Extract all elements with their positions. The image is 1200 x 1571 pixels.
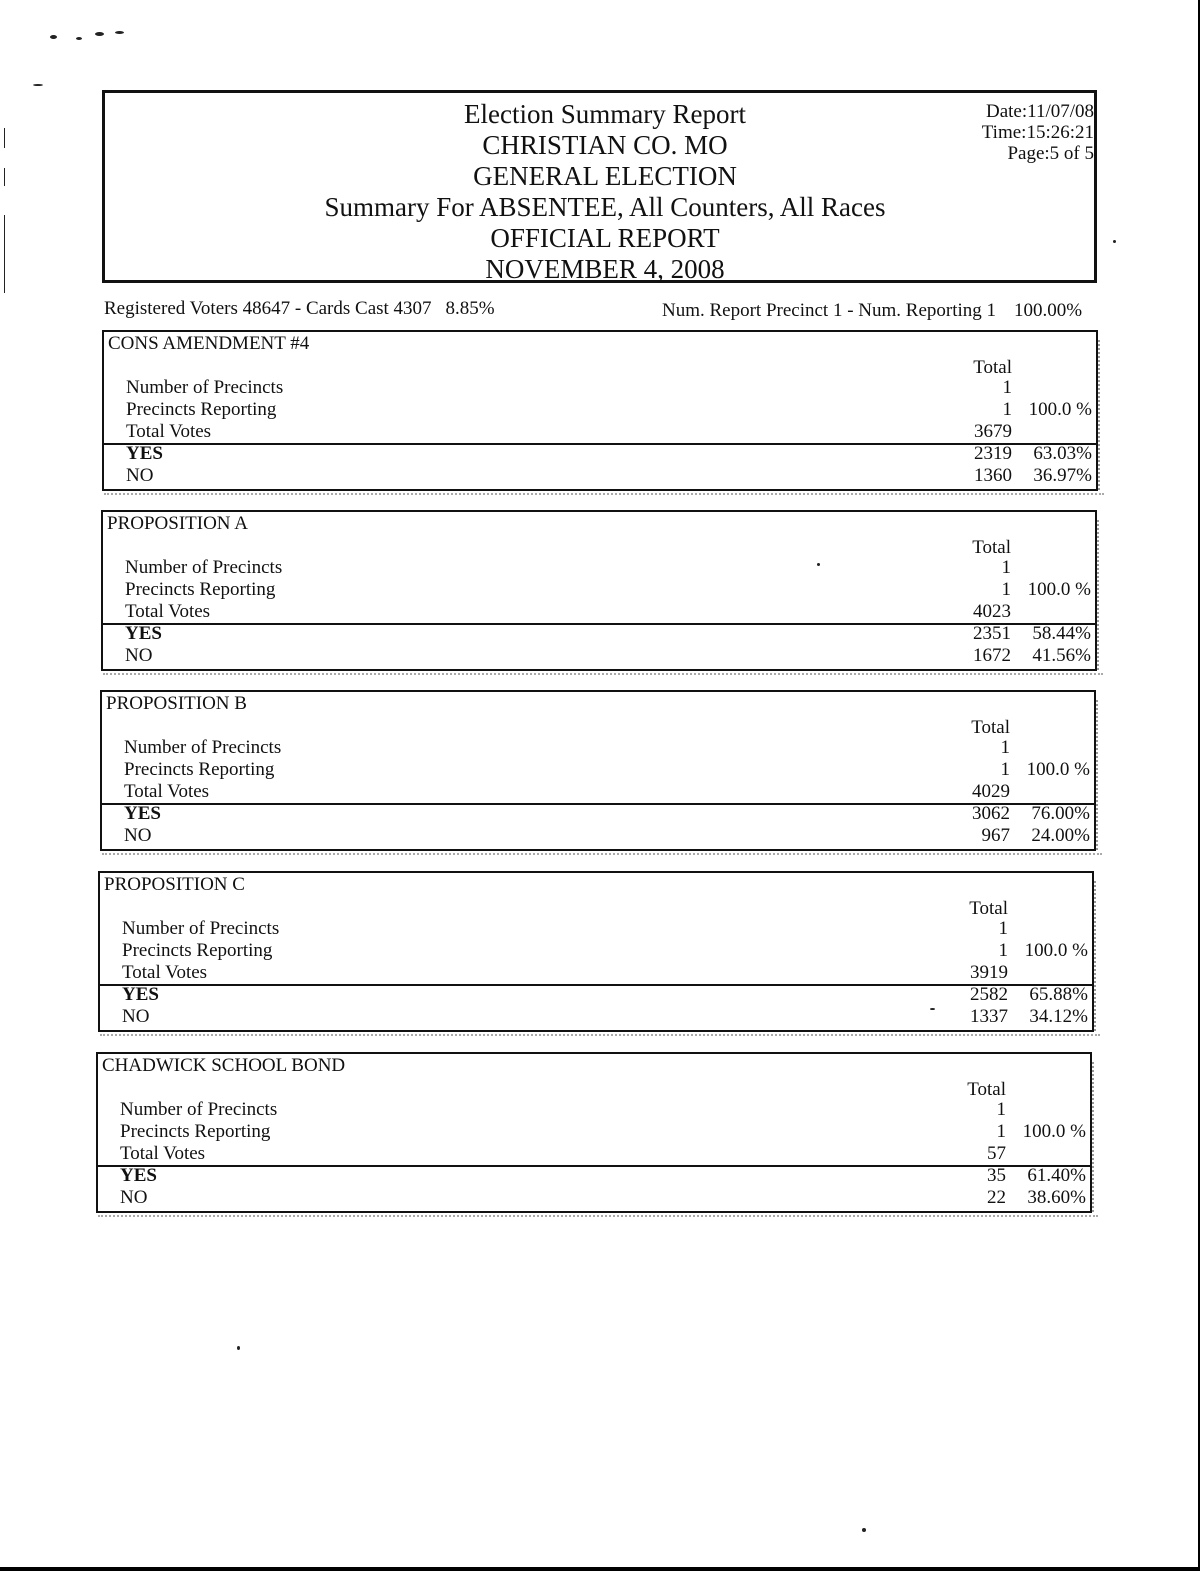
choice-votes: 1337 (970, 1006, 1008, 1027)
choice-votes: 1672 (973, 645, 1011, 666)
scan-speck (1113, 240, 1116, 243)
row-label: Total Votes (124, 781, 210, 802)
summary-scope: Summary For ABSENTEE, All Counters, All Races (324, 192, 886, 222)
turnout-pct: 8.85% (445, 298, 495, 319)
race-box-cons-amendment-4 (102, 330, 1098, 491)
total-votes-row (102, 781, 1098, 803)
precincts-reporting-row (98, 1121, 1094, 1143)
row-value: 1 (998, 940, 1008, 961)
total-votes-row (98, 1143, 1094, 1165)
margin-mark (4, 168, 5, 186)
choice-pct: 65.88% (1029, 984, 1088, 1005)
choice-votes: 22 (987, 1187, 1006, 1208)
row-label: Number of Precincts (124, 737, 282, 758)
scan-noise (1098, 340, 1108, 490)
scan-noise (104, 493, 1104, 499)
row-value: 1 (996, 1121, 1006, 1142)
total-column-header: Total (967, 1079, 1006, 1100)
row-value: 1 (1001, 579, 1011, 600)
number-of-precincts-row (103, 557, 1099, 579)
scan-noise (1094, 881, 1104, 1031)
row-value: 57 (987, 1143, 1006, 1164)
precinct-reporting-text: Num. Report Precinct 1 - Num. Reporting 1 (662, 300, 997, 321)
row-pct: 100.0 % (1026, 759, 1090, 780)
scan-noise (100, 1034, 1100, 1040)
total-votes-row (100, 962, 1096, 984)
number-of-precincts-row (104, 377, 1100, 399)
race-box-proposition-a (101, 510, 1097, 671)
choice-votes: 2351 (973, 623, 1011, 644)
yes-row (98, 1165, 1094, 1187)
scan-speck (95, 32, 104, 36)
margin-mark (4, 215, 5, 293)
choice-votes: 35 (987, 1165, 1006, 1186)
scan-noise (103, 673, 1103, 679)
choice-label: YES (125, 623, 162, 644)
margin-mark (4, 128, 5, 148)
choice-votes: 2319 (974, 443, 1012, 464)
report-status: OFFICIAL REPORT (490, 223, 720, 253)
scan-noise (1097, 520, 1107, 670)
report-time: Time:15:26:21 (981, 122, 1094, 143)
registered-voters-text: Registered Voters 48647 - Cards Cast 4307 (104, 298, 432, 319)
row-label: Precincts Reporting (120, 1121, 271, 1142)
precincts-reporting-row (100, 940, 1096, 962)
no-row (102, 825, 1098, 847)
row-value: 3679 (974, 421, 1012, 442)
scan-speck (115, 31, 124, 34)
row-value: 4023 (973, 601, 1011, 622)
choice-label: YES (126, 443, 163, 464)
row-label: Precincts Reporting (124, 759, 275, 780)
row-label: Number of Precincts (126, 377, 284, 398)
total-votes-row (103, 601, 1099, 623)
scan-noise (98, 1215, 1098, 1221)
report-title: Election Summary Report (464, 99, 746, 129)
row-value: 1 (1000, 759, 1010, 780)
race-box-proposition-c (98, 871, 1094, 1032)
number-of-precincts-row (102, 737, 1098, 759)
race-title: PROPOSITION A (107, 513, 248, 534)
scan-noise (1096, 700, 1106, 850)
row-value: 1 (1001, 557, 1011, 578)
row-value: 3919 (970, 962, 1008, 983)
report-header (102, 90, 1097, 283)
choice-label: NO (122, 1006, 150, 1027)
precinct-reporting-summary (662, 300, 1082, 322)
report-title-block (105, 99, 1105, 285)
no-row (98, 1187, 1094, 1209)
scan-noise (102, 853, 1102, 859)
election-name: GENERAL ELECTION (473, 161, 737, 191)
report-date: Date:11/07/08 (986, 101, 1094, 122)
choice-label: YES (120, 1165, 157, 1186)
row-value: 1 (1002, 377, 1012, 398)
row-value: 1 (996, 1099, 1006, 1120)
yes-row (100, 984, 1096, 1006)
choice-label: YES (122, 984, 159, 1005)
scan-speck (33, 84, 43, 86)
number-of-precincts-row (98, 1099, 1094, 1121)
row-value: 1 (1000, 737, 1010, 758)
row-value: 1 (998, 918, 1008, 939)
total-column-header: Total (973, 357, 1012, 378)
choice-label: NO (124, 825, 152, 846)
registered-voters-summary (104, 298, 495, 320)
total-votes-row (104, 421, 1100, 443)
choice-pct: 24.00% (1031, 825, 1090, 846)
row-pct: 100.0 % (1028, 399, 1092, 420)
choice-pct: 58.44% (1032, 623, 1091, 644)
row-label: Precincts Reporting (122, 940, 273, 961)
race-title: CONS AMENDMENT #4 (108, 333, 310, 354)
scan-speck (50, 35, 57, 39)
choice-votes: 3062 (972, 803, 1010, 824)
choice-pct: 36.97% (1033, 465, 1092, 486)
report-meta (982, 101, 1094, 164)
race-box-proposition-b (100, 690, 1096, 851)
yes-row (103, 623, 1099, 645)
no-row (104, 465, 1100, 487)
choice-votes: 2582 (970, 984, 1008, 1005)
row-pct: 100.0 % (1027, 579, 1091, 600)
race-box-chadwick-school-bond (96, 1052, 1092, 1213)
race-title: PROPOSITION B (106, 693, 247, 714)
row-pct: 100.0 % (1024, 940, 1088, 961)
row-label: Number of Precincts (120, 1099, 278, 1120)
row-label: Number of Precincts (122, 918, 280, 939)
no-row (100, 1006, 1096, 1028)
report-page: Page:5 of 5 (1007, 143, 1094, 164)
election-date: NOVEMBER 4, 2008 (485, 254, 725, 284)
row-label: Number of Precincts (125, 557, 283, 578)
no-row (103, 645, 1099, 667)
precincts-reporting-row (103, 579, 1099, 601)
row-label: Total Votes (125, 601, 211, 622)
row-label: Total Votes (120, 1143, 206, 1164)
choice-votes: 967 (981, 825, 1010, 846)
county-name: CHRISTIAN CO. MO (482, 130, 728, 160)
scan-noise (1092, 1062, 1102, 1212)
row-value: 1 (1002, 399, 1012, 420)
total-column-header: Total (969, 898, 1008, 919)
row-pct: 100.0 % (1022, 1121, 1086, 1142)
row-label: Total Votes (122, 962, 208, 983)
choice-pct: 61.40% (1027, 1165, 1086, 1186)
choice-label: NO (125, 645, 153, 666)
number-of-precincts-row (100, 918, 1096, 940)
precincts-reporting-row (104, 399, 1100, 421)
scan-speck (862, 1528, 866, 1532)
precinct-reporting-pct: 100.00% (1014, 300, 1083, 321)
row-label: Precincts Reporting (126, 399, 277, 420)
choice-votes: 1360 (974, 465, 1012, 486)
choice-pct: 41.56% (1032, 645, 1091, 666)
page-edge-bottom (0, 1567, 1200, 1571)
race-title: CHADWICK SCHOOL BOND (102, 1055, 346, 1076)
yes-row (102, 803, 1098, 825)
choice-label: NO (120, 1187, 148, 1208)
choice-pct: 63.03% (1033, 443, 1092, 464)
row-label: Total Votes (126, 421, 212, 442)
row-value: 4029 (972, 781, 1010, 802)
row-label: Precincts Reporting (125, 579, 276, 600)
race-title: PROPOSITION C (104, 874, 245, 895)
scan-speck (237, 1346, 240, 1350)
choice-pct: 38.60% (1027, 1187, 1086, 1208)
total-column-header: Total (972, 537, 1011, 558)
choice-label: NO (126, 465, 154, 486)
precincts-reporting-row (102, 759, 1098, 781)
yes-row (104, 443, 1100, 465)
total-column-header: Total (971, 717, 1010, 738)
choice-pct: 34.12% (1029, 1006, 1088, 1027)
choice-pct: 76.00% (1031, 803, 1090, 824)
scan-speck (76, 37, 82, 40)
choice-label: YES (124, 803, 161, 824)
